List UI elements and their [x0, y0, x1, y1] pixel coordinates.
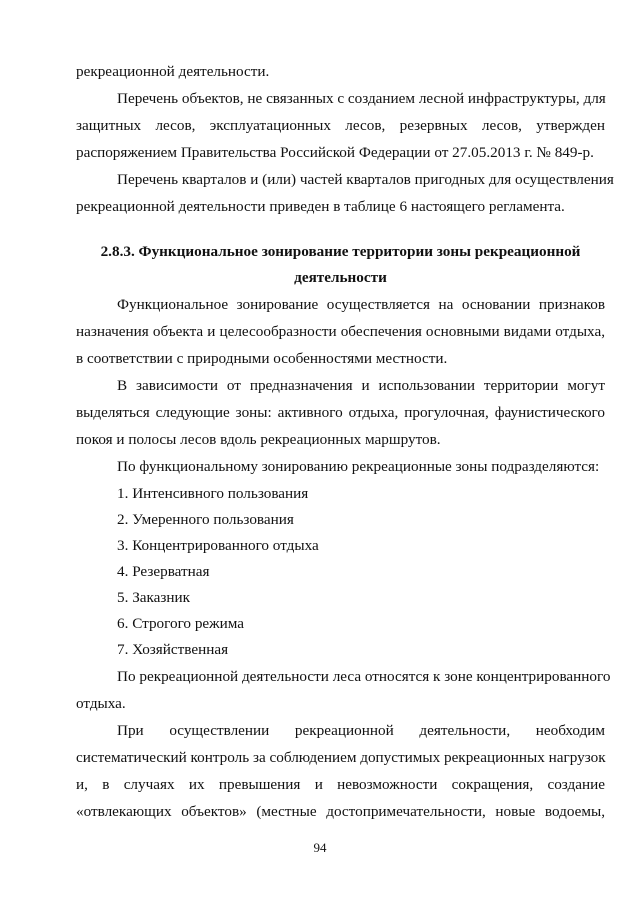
section-heading: деятельности [294, 269, 387, 286]
list-item: 4. Резерватная [117, 563, 210, 580]
text-line: покоя и полосы лесов вдоль рекреационных маршрутов. [76, 431, 441, 448]
text-line: выделяться следующие зоны: активного отдыха, прогулочная, фаунистического [76, 404, 605, 421]
text-line: систематический контроль за соблюдением допустимых рекреационных нагрузок [76, 749, 606, 766]
page-number: 94 [313, 840, 327, 855]
text-line: По рекреационной деятельности леса относятся к зоне концентрированного [117, 668, 611, 685]
text-line: В зависимости от предназначения и использовании территории могут [117, 377, 605, 394]
text-line: По функциональному зонированию рекреационные зоны подразделяются: [117, 458, 600, 475]
list-item: 2. Умеренного пользования [117, 511, 294, 528]
text-line: рекреационной деятельности приведен в таблице 6 настоящего регламента. [76, 198, 565, 215]
text-line: Функциональное зонирование осуществляется на основании признаков [117, 296, 605, 313]
text-line: защитных лесов, эксплуатационных лесов, резервных лесов, утвержден [76, 117, 605, 134]
list-item: 6. Строгого режима [117, 615, 245, 632]
text-line: распоряжением Правительства Российской Федерации от 27.05.2013 г. № 849-р. [76, 144, 594, 161]
text-line: При осуществлении рекреационной деятельности, необходим [117, 722, 605, 739]
text-line: Перечень кварталов и (или) частей кварталов пригодных для осуществления [117, 171, 614, 188]
text-line: назначения объекта и целесообразности обеспечения основными видами отдыха, [76, 323, 605, 340]
list-item: 1. Интенсивного пользования [117, 485, 309, 502]
list-item: 7. Хозяйственная [117, 641, 229, 658]
text-line: Перечень объектов, не связанных с созданием лесной инфраструктуры, для [117, 90, 606, 107]
section-heading: 2.8.3. Функциональное зонирование территории зоны рекреационной [100, 243, 581, 260]
text-line: и, в случаях их превышения и невозможности сокращения, создание [76, 776, 605, 793]
text-line: отдыха. [76, 695, 126, 712]
text-line: рекреационной деятельности. [76, 63, 270, 80]
text-line: «отвлекающих объектов» (местные достопримечательности, новые водоемы, [76, 803, 605, 820]
list-item: 3. Концентрированного отдыха [117, 537, 319, 554]
list-item: 5. Заказник [117, 589, 191, 606]
text-line: в соответствии с природными особенностями местности. [76, 350, 448, 367]
